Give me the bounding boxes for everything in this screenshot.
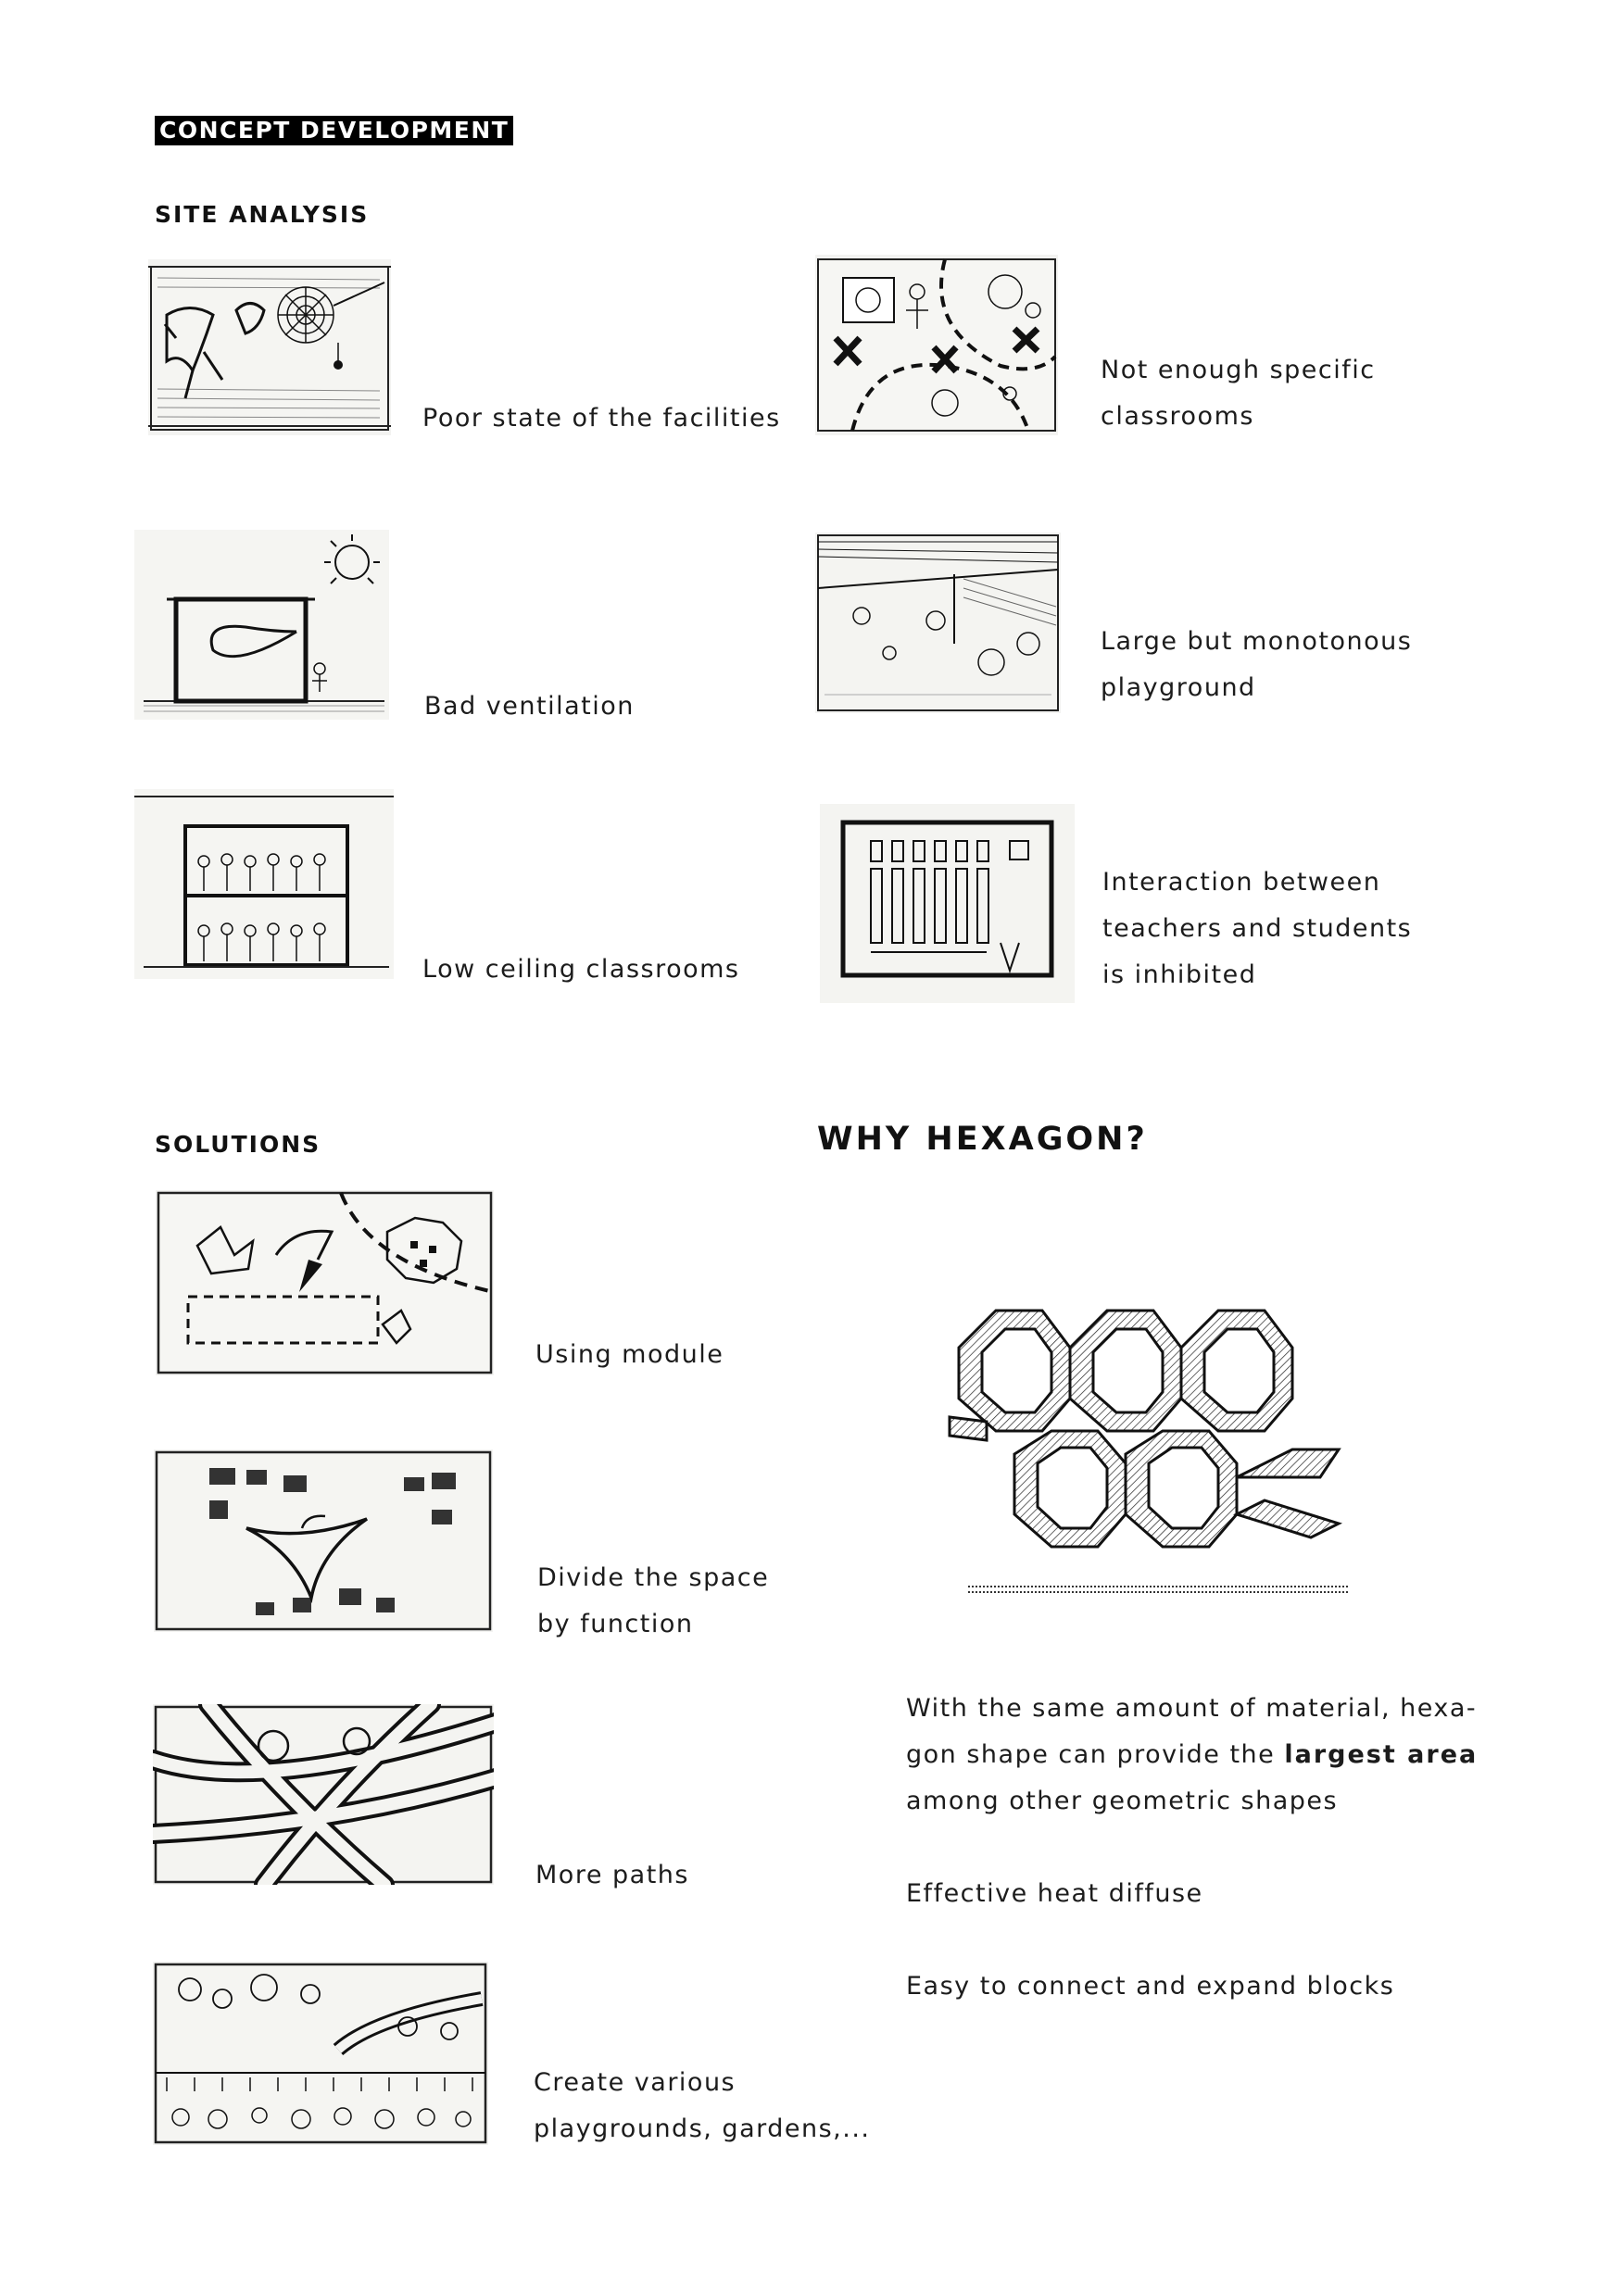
solutions-heading: SOLUTIONS bbox=[155, 1131, 321, 1158]
site-analysis-heading: SITE ANALYSIS bbox=[155, 201, 370, 228]
hexagon-reason-area-line2-text: gon shape can provide the bbox=[906, 1740, 1285, 1769]
sketch-specific-classrooms bbox=[815, 255, 1058, 435]
caption-interaction-2: teachers and students bbox=[1102, 914, 1413, 943]
caption-playgrounds-2: playgrounds, gardens,... bbox=[534, 2114, 871, 2143]
caption-using-module: Using module bbox=[535, 1340, 724, 1369]
sketch-interaction-inhibited bbox=[820, 804, 1075, 1003]
hexagon-reason-connect: Easy to connect and expand blocks bbox=[906, 1972, 1395, 2001]
sketch-using-module bbox=[156, 1190, 494, 1375]
largest-area-emphasis: largest area bbox=[1284, 1740, 1479, 1769]
hexagon-reason-area bbox=[906, 1686, 1480, 1825]
hexagon-reason-area-line2 bbox=[906, 1732, 1480, 1778]
hexagon-reason-heat: Effective heat diffuse bbox=[906, 1879, 1203, 1908]
sketch-bad-ventilation bbox=[134, 530, 389, 720]
caption-specific-classrooms-1: Not enough specific bbox=[1101, 356, 1376, 384]
sketch-low-ceiling bbox=[134, 789, 394, 979]
sketch-divide-space bbox=[154, 1449, 493, 1632]
sketch-monotonous-playground bbox=[815, 533, 1061, 713]
caption-monotonous-playground-1: Large but monotonous bbox=[1101, 627, 1413, 656]
hexagon-reason-area-line1: With the same amount of material, hexa- bbox=[906, 1694, 1478, 1723]
why-hexagon-heading: WHY HEXAGON? bbox=[817, 1121, 1148, 1158]
caption-interaction-1: Interaction between bbox=[1102, 868, 1381, 897]
caption-poor-facilities: Poor state of the facilities bbox=[422, 404, 781, 433]
sketch-various-playgrounds bbox=[153, 1962, 488, 2145]
hexagon-reason-area-line3: among other geometric shapes bbox=[906, 1787, 1339, 1815]
concept-development-tag: CONCEPT DEVELOPMENT bbox=[155, 116, 513, 145]
caption-monotonous-playground-2: playground bbox=[1101, 673, 1256, 702]
caption-divide-space-1: Divide the space bbox=[537, 1563, 770, 1592]
caption-playgrounds-1: Create various bbox=[534, 2068, 736, 2097]
hexagon-module-illustration bbox=[931, 1292, 1366, 1602]
caption-more-paths: More paths bbox=[535, 1861, 689, 1889]
caption-divide-space-2: by function bbox=[537, 1610, 694, 1638]
caption-specific-classrooms-2: classrooms bbox=[1101, 402, 1254, 431]
sketch-poor-facilities bbox=[148, 259, 391, 435]
caption-bad-ventilation: Bad ventilation bbox=[424, 692, 635, 721]
caption-interaction-3: is inhibited bbox=[1102, 960, 1257, 989]
caption-low-ceiling: Low ceiling classrooms bbox=[422, 955, 740, 984]
sketch-more-paths bbox=[153, 1704, 494, 1885]
